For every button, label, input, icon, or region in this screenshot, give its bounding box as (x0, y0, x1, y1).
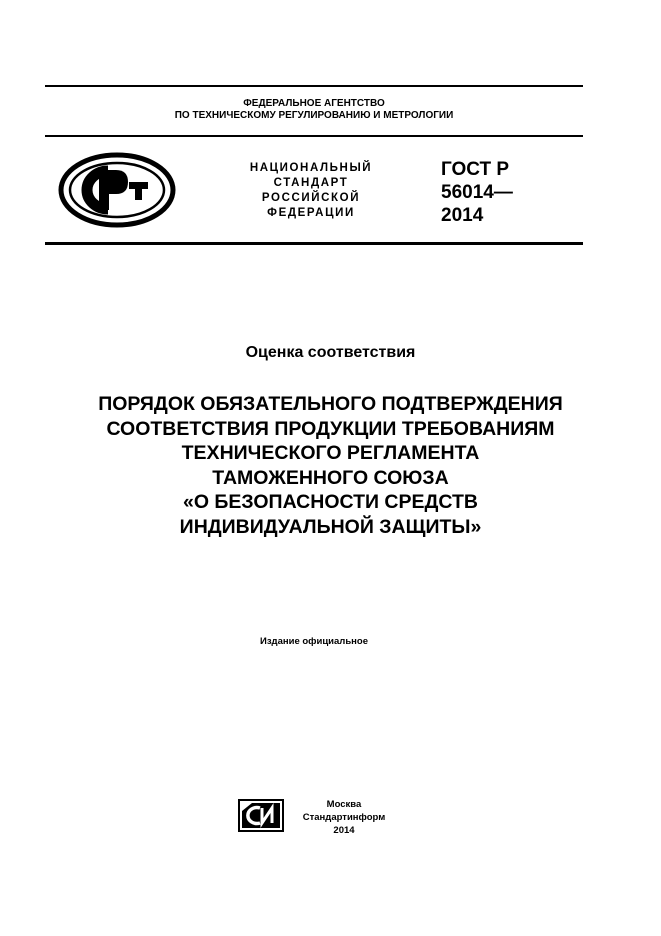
title-line-2: СООТВЕТСТВИЯ ПРОДУКЦИИ ТРЕБОВАНИЯМ (106, 417, 555, 440)
standard-type-line-1: НАЦИОНАЛЬНЫЙ (249, 162, 373, 174)
publisher-name: Стандартинформ (302, 812, 386, 823)
header-top-rule (45, 85, 583, 87)
standartinform-logo-icon (238, 799, 284, 832)
designation-line-2: 56014— (441, 182, 513, 203)
title-line-5: «О БЕЗОПАСНОСТИ СРЕДСТВ (182, 491, 479, 514)
document-title (0, 392, 661, 540)
standard-type-line-4: ФЕДЕРАЦИИ (267, 207, 355, 219)
designation-line-3: 2014 (441, 205, 484, 226)
agency-line-1: ФЕДЕРАЛЬНОЕ АГЕНТСТВО (243, 98, 385, 109)
edition-label: Издание официальное (260, 636, 368, 647)
title-line-3: ТЕХНИЧЕСКОГО РЕГЛАМЕНТА (181, 442, 480, 465)
publication-year: 2014 (333, 825, 355, 836)
standard-type-line-2: СТАНДАРТ (273, 177, 349, 189)
standard-type-line-3: РОССИЙСКОЙ (261, 192, 361, 204)
agency-name (45, 98, 583, 122)
standard-type (235, 161, 387, 221)
title-line-1: ПОРЯДОК ОБЯЗАТЕЛЬНОГО ПОДТВЕРЖДЕНИЯ (98, 393, 563, 415)
title-line-4: ТАМОЖЕННОГО СОЮЗА (212, 466, 449, 489)
header-bottom-rule (45, 242, 583, 245)
title-line-6: ИНДИВИДУАЛЬНОЙ ЗАЩИТЫ» (179, 515, 482, 538)
standard-designation (441, 158, 576, 227)
section-title: Оценка соответствия (245, 344, 416, 361)
publisher-city: Москва (326, 799, 362, 810)
header-middle-rule (45, 135, 583, 137)
rst-logo-icon (58, 152, 176, 228)
agency-line-2: ПО ТЕХНИЧЕСКОМУ РЕГУЛИРОВАНИЮ И МЕТРОЛОГИИ (174, 110, 454, 121)
designation-line-1: ГОСТ Р (441, 159, 510, 180)
publisher-block (292, 798, 396, 837)
